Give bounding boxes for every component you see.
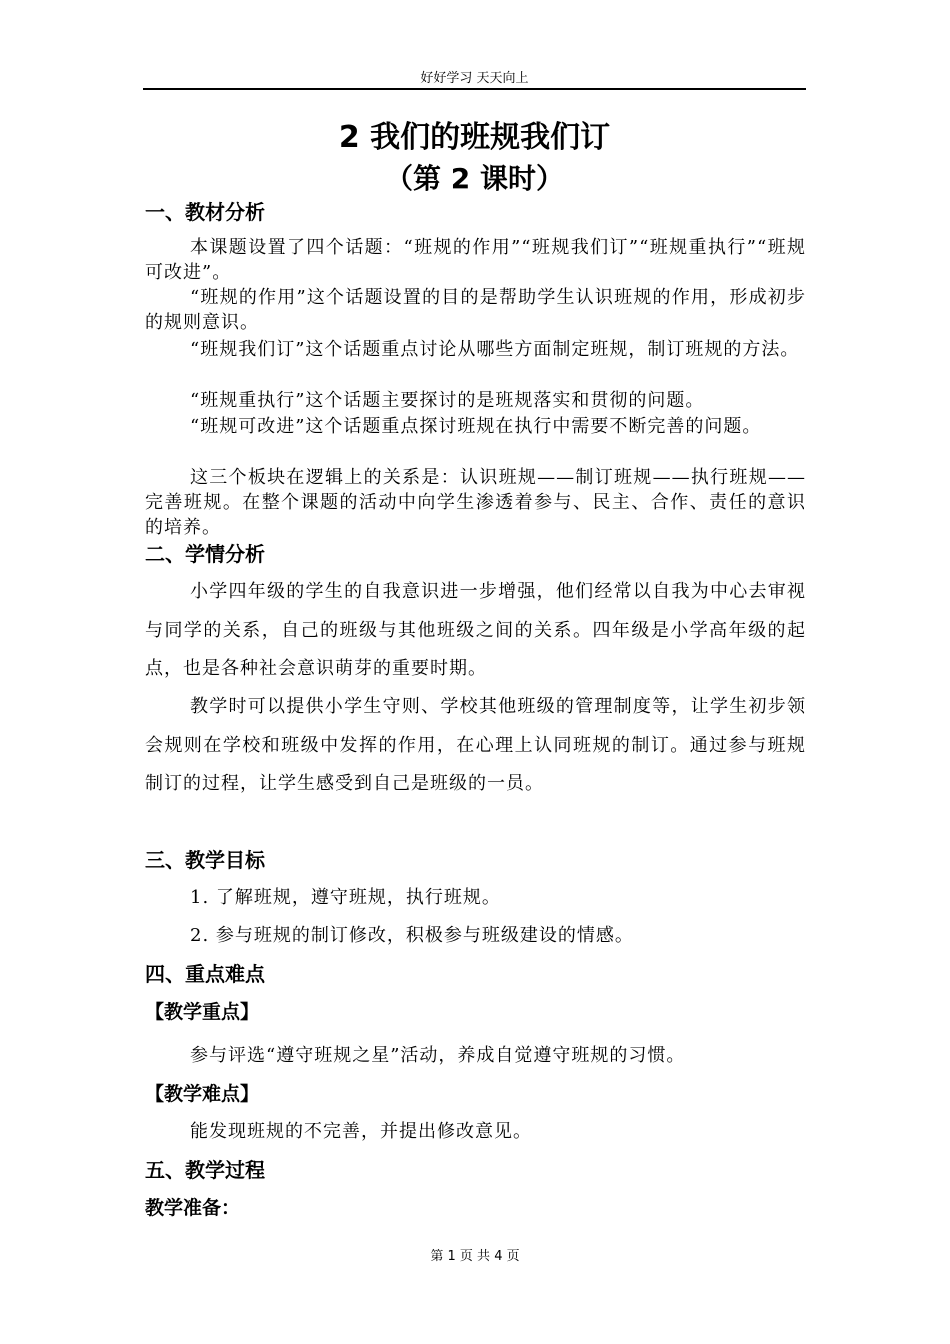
paragraph: “班规重执行”这个话题主要探讨的是班规落实和贯彻的问题。 [190,390,705,411]
page-header: 好好学习 天天向上 [420,71,529,86]
section-heading-textbook-analysis: 一、教材分析 [145,200,265,224]
section-heading-student-analysis: 二、学情分析 [145,542,265,566]
difficulty-text: 能发现班规的不完善，并提出修改意见。 [190,1121,532,1142]
paragraph: 教学时可以提供小学生守则、学校其他班级的管理制度等，让学生初步领会规则在学校和班级中发挥的作用，在心理上认同班规的制订。通过参与班规制订的过程，让学生感受到自己是班级的一员。 [145,696,806,794]
lesson-subtitle: （第 2 课时） [385,162,564,195]
page-footer: 第 1 页 共 4 页 [430,1249,520,1264]
paragraph: “班规我们订”这个话题重点讨论从哪些方面制定班规，制订班规的方法。 [190,339,800,360]
section-heading-teaching-process: 五、教学过程 [145,1158,265,1182]
lesson-title: 2 我们的班规我们订 [338,120,611,155]
list-item: 2. 参与班规的制订修改，积极参与班级建设的情感。 [190,925,634,946]
difficulty-label: 【教学难点】 [145,1083,260,1105]
paragraph: 本课题设置了四个话题：“班规的作用”“班规我们订”“班规重执行”“班规可改进”。 [145,237,806,283]
header-divider [143,88,806,90]
paragraph: “班规可改进”这个话题重点探讨班规在执行中需要不断完善的问题。 [190,416,762,437]
paragraph: 小学四年级的学生的自我意识进一步增强，他们经常以自我为中心去审视与同学的关系，自己的班级与其他班级之间的关系。四年级是小学高年级的起点，也是各种社会意识萌芽的重要时期。 [145,581,806,679]
key-point-text: 参与评选“遵守班规之星”活动，养成自觉遵守班规的习惯。 [190,1045,686,1066]
paragraph: “班规的作用”这个话题设置的目的是帮助学生认识班规的作用，形成初步的规则意识。 [145,287,806,333]
section-heading-teaching-goals: 三、教学目标 [145,848,265,872]
paragraph: 这三个板块在逻辑上的关系是：认识班规——制订班规——执行班规——完善班规。在整个课题的活动中向学生渗透着参与、民主、合作、责任的意识的培养。 [145,467,806,538]
key-point-label: 【教学重点】 [145,1001,260,1023]
list-item: 1. 了解班规，遵守班规，执行班规。 [190,887,501,908]
section-heading-key-points: 四、重点难点 [145,962,265,986]
teaching-prep-label: 教学准备： [145,1197,241,1219]
